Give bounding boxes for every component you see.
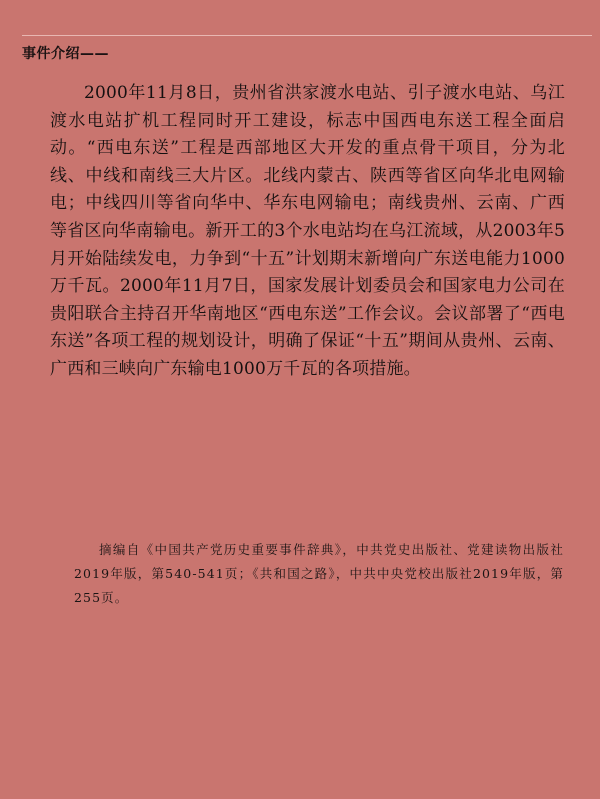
article-body: 2000年11月8日，贵州省洪家渡水电站、引子渡水电站、乌江渡水电站扩机工程同时开工建设，标志中国西电东送工程全面启动。“西电东送”工程是西部地区大开发的重点骨干项目，分为北线、中线和南线三大片区。北线内蒙古、陕西等省区向华北电网输电；中线四川等省向华中、华东电网输电；南线贵州、云南、广西等省区向华南输电。新开工的3个水电站均在乌江流域，从2003年5月开始陆续发电，力争到“十五”计划期末新增向广东送电能力1000万千瓦。2000年11月7日，国家发展计划委员会和国家电力公司在贵阳联合主持召开华南地区“西电东送”工作会议。会议部署了“西电东送”各项工程的规划设计，明确了保证“十五”期间从贵州、云南、广西和三峡向广东输电1000万千瓦的各项措施。 <box>50 83 565 379</box>
section-label: 事件介绍—— <box>22 46 109 62</box>
source-citation: 摘编自《中国共产党历史重要事件辞典》，中共党史出版社、党建读物出版社2019年版，第540-541页；《共和国之路》，中共中央党校出版社2019年版，第255页。 <box>74 542 564 605</box>
section-header <box>22 35 592 65</box>
header-divider <box>22 35 592 36</box>
